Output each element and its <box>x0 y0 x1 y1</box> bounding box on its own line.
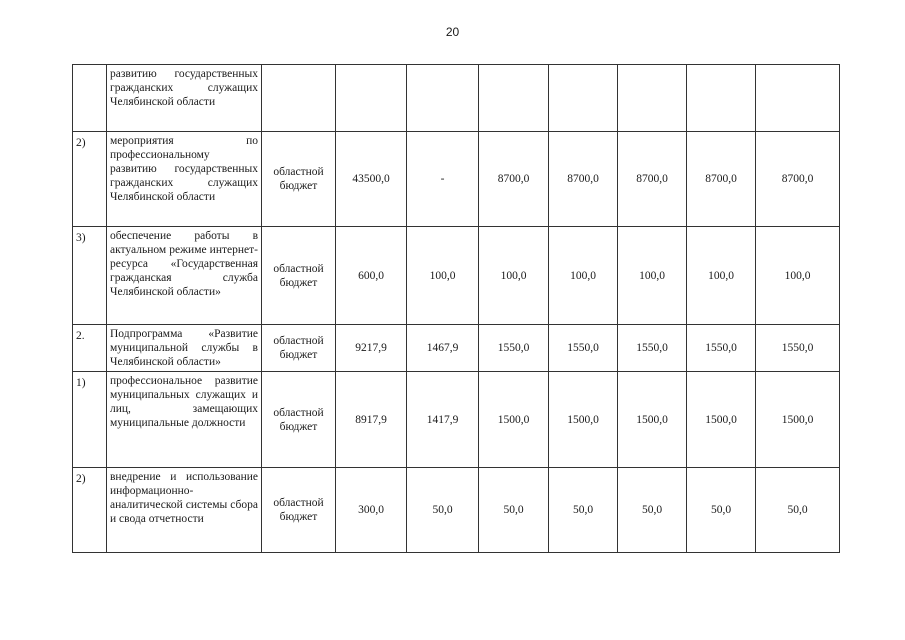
row-number-cell <box>73 65 107 132</box>
activity-name-cell: профессиональное развитие муниципальных служащих и лиц, замещающих муниципальные должности <box>107 372 262 468</box>
row-number-cell: 1) <box>73 372 107 468</box>
year-amount-cell: 50,0 <box>687 468 756 553</box>
year-amount-cell: 100,0 <box>687 227 756 325</box>
activity-name-cell: мероприятия по профессиональному развитию государственных гражданских служащих Челябинской области <box>107 132 262 227</box>
table-row <box>73 65 840 132</box>
activity-name-cell: внедрение и использование информационно-аналитической системы сбора и свода отчетности <box>107 468 262 553</box>
year-amount-cell: 1500,0 <box>756 372 840 468</box>
total-amount-cell: 43500,0 <box>336 132 407 227</box>
year-amount-cell <box>618 65 687 132</box>
year-amount-cell: 100,0 <box>479 227 549 325</box>
year-amount-cell: 50,0 <box>618 468 687 553</box>
year-amount-cell: 8700,0 <box>549 132 618 227</box>
year-amount-cell: 8700,0 <box>618 132 687 227</box>
funding-source-cell <box>262 65 336 132</box>
row-number-cell: 3) <box>73 227 107 325</box>
table-body <box>73 65 840 553</box>
table-row <box>73 132 840 227</box>
year-amount-cell: 100,0 <box>549 227 618 325</box>
total-amount-cell <box>336 65 407 132</box>
table-row <box>73 227 840 325</box>
activity-name-cell: обеспечение работы в актуальном режиме интернет-ресурса «Государственная гражданская служба Челябинской области» <box>107 227 262 325</box>
table-row <box>73 372 840 468</box>
year-amount-cell: 1500,0 <box>618 372 687 468</box>
year-amount-cell: 1500,0 <box>549 372 618 468</box>
row-number-cell: 2. <box>73 325 107 372</box>
year-amount-cell <box>687 65 756 132</box>
year-amount-cell: 50,0 <box>756 468 840 553</box>
year-amount-cell <box>479 65 549 132</box>
year-amount-cell: 8700,0 <box>479 132 549 227</box>
year-amount-cell: 8700,0 <box>687 132 756 227</box>
table-row <box>73 325 840 372</box>
year-amount-cell: 1550,0 <box>618 325 687 372</box>
funding-source-cell: областной бюджет <box>262 132 336 227</box>
total-amount-cell: 600,0 <box>336 227 407 325</box>
year-amount-cell: 1500,0 <box>479 372 549 468</box>
funding-source-cell: областной бюджет <box>262 227 336 325</box>
page-number: 20 <box>445 25 460 39</box>
budget-table <box>72 64 840 553</box>
funding-source-cell: областной бюджет <box>262 325 336 372</box>
year-amount-cell <box>407 65 479 132</box>
year-amount-cell <box>549 65 618 132</box>
year-amount-cell <box>756 65 840 132</box>
total-amount-cell: 8917,9 <box>336 372 407 468</box>
total-amount-cell: 300,0 <box>336 468 407 553</box>
year-amount-cell: 100,0 <box>618 227 687 325</box>
row-number-cell: 2) <box>73 132 107 227</box>
year-amount-cell: 50,0 <box>549 468 618 553</box>
funding-source-cell: областной бюджет <box>262 468 336 553</box>
year-amount-cell: 50,0 <box>479 468 549 553</box>
funding-source-cell: областной бюджет <box>262 372 336 468</box>
year-amount-cell: 100,0 <box>756 227 840 325</box>
table-row <box>73 468 840 553</box>
activity-name-cell: развитию государственных гражданских служащих Челябинской области <box>107 65 262 132</box>
year-amount-cell: 50,0 <box>407 468 479 553</box>
year-amount-cell: 1550,0 <box>687 325 756 372</box>
year-amount-cell: 8700,0 <box>756 132 840 227</box>
year-amount-cell: 1500,0 <box>687 372 756 468</box>
year-amount-cell: - <box>407 132 479 227</box>
year-amount-cell: 1550,0 <box>549 325 618 372</box>
year-amount-cell: 100,0 <box>407 227 479 325</box>
year-amount-cell: 1550,0 <box>756 325 840 372</box>
year-amount-cell: 1417,9 <box>407 372 479 468</box>
year-amount-cell: 1467,9 <box>407 325 479 372</box>
total-amount-cell: 9217,9 <box>336 325 407 372</box>
year-amount-cell: 1550,0 <box>479 325 549 372</box>
activity-name-cell: Подпрограмма «Развитие муниципальной службы в Челябинской области» <box>107 325 262 372</box>
row-number-cell: 2) <box>73 468 107 553</box>
